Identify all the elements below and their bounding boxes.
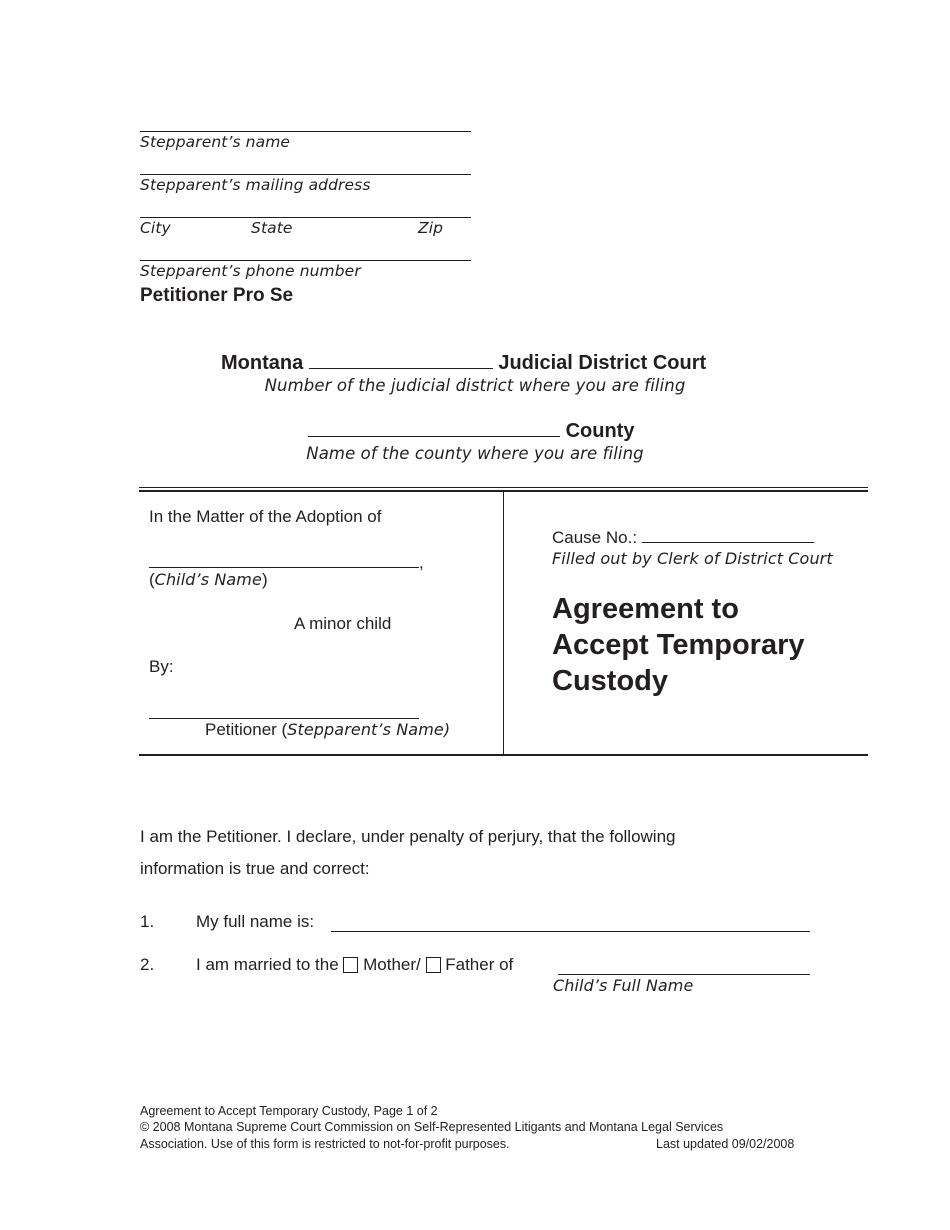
item-2-number: 2. (140, 955, 155, 974)
father-option-label: Father of (445, 955, 514, 974)
title-line-3: Custody (552, 665, 668, 697)
intro-line-2: information is true and correct: (140, 859, 370, 878)
title-line-1: Agreement to (552, 593, 739, 625)
item-2-row (196, 955, 513, 975)
matter-of-adoption-label: In the Matter of the Adoption of (149, 507, 382, 526)
zip-label: Zip (418, 219, 444, 237)
item-2-text: I am married to the (196, 955, 339, 974)
petitioner-prefix: Petitioner ( (205, 720, 288, 739)
title-line-2: Accept Temporary (552, 629, 805, 661)
cause-number-field[interactable] (642, 528, 814, 543)
stepparent-name-line[interactable] (140, 131, 471, 132)
petitioner-signature-line[interactable] (149, 718, 419, 719)
mother-checkbox[interactable] (343, 957, 358, 973)
caption-bottom-rule (139, 754, 868, 756)
father-checkbox[interactable] (426, 957, 441, 973)
paren-close: ) (261, 570, 268, 589)
caption-divider (503, 491, 504, 755)
child-name-caption (149, 570, 268, 590)
petitioner-caption (205, 720, 450, 740)
child-name-label: Child’s Name (154, 570, 262, 589)
county-title (308, 420, 634, 443)
county-hint: Name of the county where you are filing (306, 444, 644, 463)
city-state-zip-line[interactable] (140, 217, 471, 218)
child-name-field[interactable] (149, 551, 419, 568)
footer-page-info: Agreement to Accept Temporary Custody, Page 1 of 2 (140, 1104, 438, 1118)
document-title (552, 591, 805, 699)
footer-usage: Association. Use of this form is restricted to not-for-profit purposes. (140, 1137, 510, 1151)
petitioner-pro-se-label: Petitioner Pro Se (140, 285, 294, 306)
court-prefix: Montana (221, 352, 304, 374)
state-label: State (251, 219, 293, 237)
city-label: City (140, 219, 171, 237)
county-name-field[interactable] (308, 420, 560, 437)
caption-top-rule-thin (139, 487, 868, 488)
intro-line-1: I am the Petitioner. I declare, under penalty of perjury, that the following (140, 827, 676, 846)
cause-number-label: Cause No.: (552, 528, 638, 547)
minor-child-label: A minor child (294, 614, 392, 633)
district-number-field[interactable] (309, 352, 493, 369)
court-suffix: Judicial District Court (498, 352, 707, 374)
by-label: By: (149, 657, 174, 676)
court-title (221, 352, 706, 375)
county-label: County (565, 420, 635, 442)
footer-copyright: © 2008 Montana Supreme Court Commission on Self-Represented Litigants and Montana Legal Services (140, 1120, 724, 1134)
stepparent-address-line[interactable] (140, 174, 471, 175)
child-full-name-hint: Child’s Full Name (553, 976, 694, 995)
stepparent-phone-label: Stepparent’s phone number (140, 262, 361, 280)
item-1-label: My full name is: (196, 912, 315, 931)
stepparent-name-label: Stepparent’s name (140, 133, 291, 151)
child-full-name-field[interactable] (558, 974, 810, 975)
district-hint: Number of the judicial district where you are filing (264, 376, 686, 395)
stepparent-address-label: Stepparent’s mailing address (140, 176, 371, 194)
stepparent-name-caption: Stepparent’s Name) (287, 720, 451, 739)
footer-last-updated: Last updated 09/02/2008 (656, 1137, 795, 1151)
comma: , (419, 553, 424, 572)
cause-number-hint: Filled out by Clerk of District Court (552, 549, 833, 568)
stepparent-phone-line[interactable] (140, 260, 471, 261)
paren-open: ( (149, 570, 155, 589)
full-name-field[interactable] (331, 931, 810, 932)
cause-number-row (552, 528, 814, 548)
mother-option-label: Mother/ (363, 955, 421, 974)
item-1-number: 1. (140, 912, 155, 931)
